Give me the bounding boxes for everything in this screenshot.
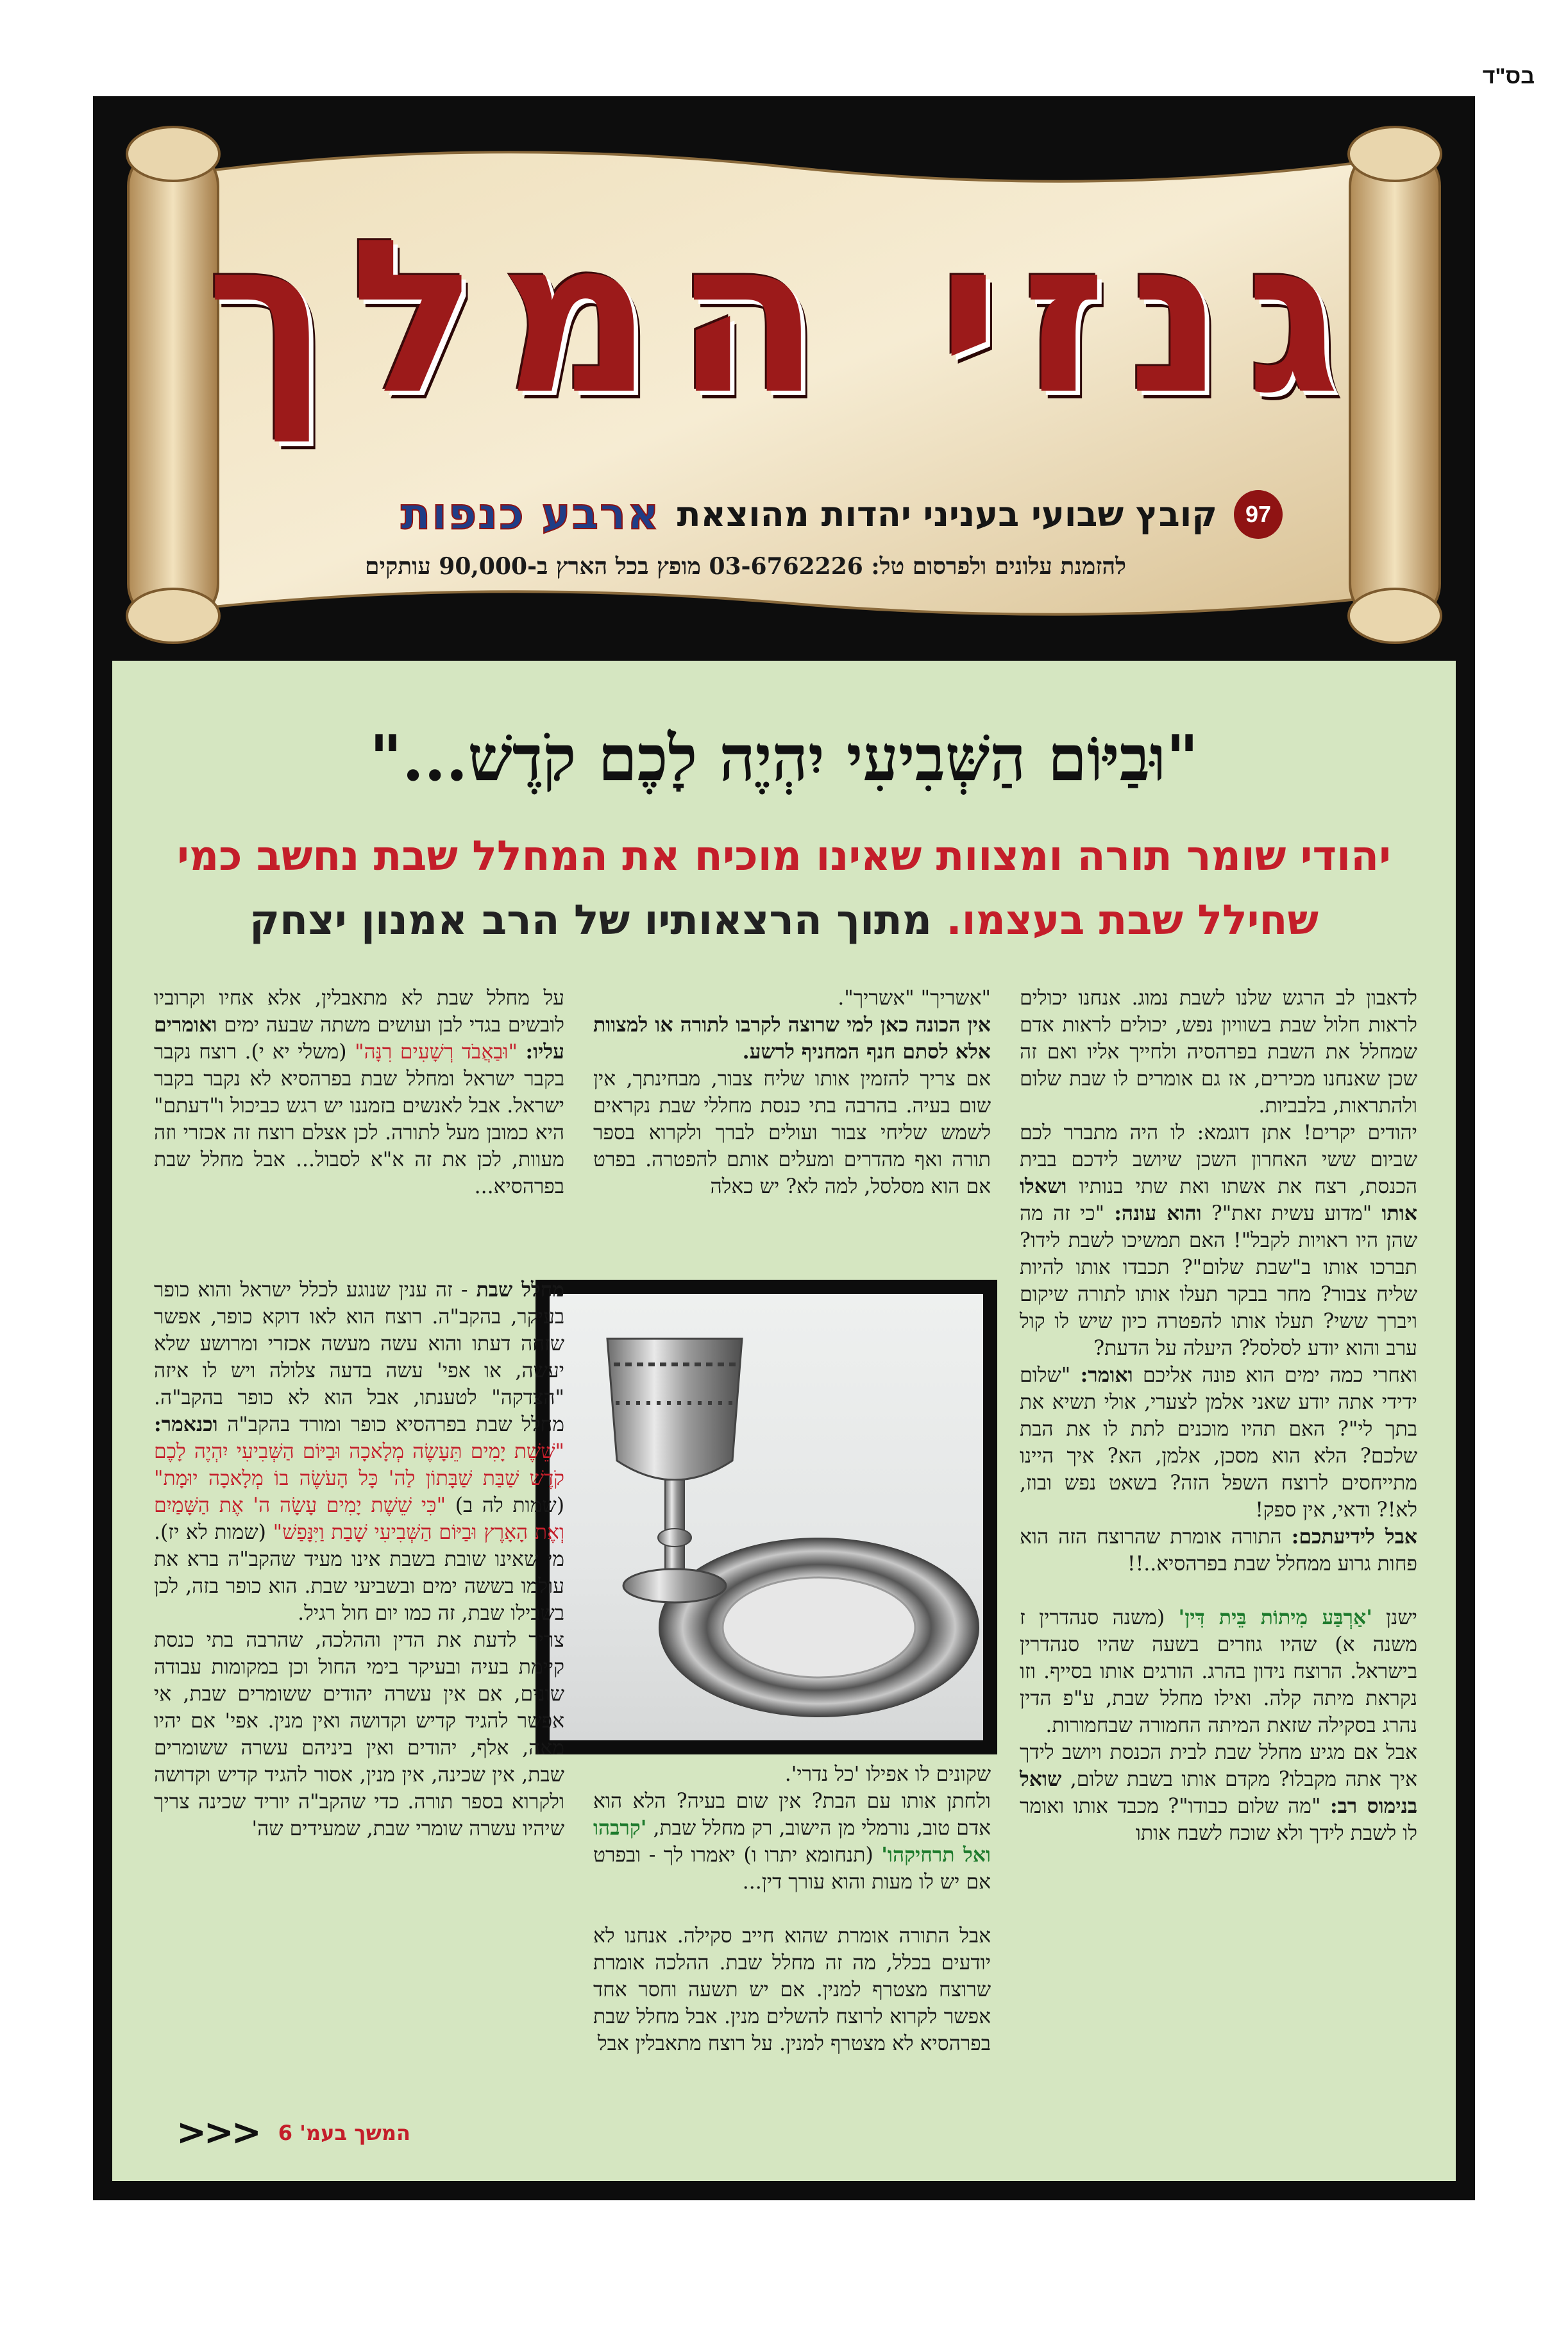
paragraph: "אשריך" "אשריך". — [838, 987, 991, 1010]
spacer — [1020, 1577, 1417, 1604]
paragraph — [1020, 1604, 1417, 1739]
text: - זה ענין שנוגע לכלל ישראל והוא כופר בעיקר, בהקב"ה. רוצח הוא לאו דוקא כופר, אפשר שזחה דעתו והוא עשה מעשה אכזרי ומרושע שלא יעשה, או אפי' עשה בדעה צלולה ויש לו איזה "הצדקה" לטענתו, אבל הוא לא כופר בהקב"ה. מחלל שבת בפרהסיא כופר ומורד בהקב"ה — [154, 1278, 564, 1436]
paragraph — [1020, 1524, 1417, 1577]
text: ישנן — [1386, 1606, 1417, 1629]
kiddush-cup-photo — [535, 1280, 997, 1754]
text: "שלום ידידי אתה יודע שאני אלמן לצערי, אולי תשיא את בתך לי"? האם תהיו מוכנים לתת לו את הבת שלכם? הלא הוא מסכן, אלמן, הא? איך היינו מתייחסים לרוצח השפל הזה? בשאט נפש ובוז, לא!? ודאי, אין ספק! — [1020, 1364, 1417, 1522]
paragraph — [593, 1012, 991, 1065]
text: (תנחומא יתרו ו) יאמרו לך - ובפרט אם יש לו מעות והוא עורך דין... — [593, 1844, 991, 1894]
bold-text: ואומרים עליו: — [154, 1013, 564, 1064]
text: ואחרי כמה ימים הוא פונה אליכם — [1143, 1364, 1417, 1387]
publisher-logo: ארבע כנפות — [400, 489, 661, 539]
article-panel — [93, 661, 1475, 2200]
column-middle-bottom — [593, 1761, 991, 2057]
bold-text: ושאלו אותו — [1020, 1175, 1417, 1225]
text: "כי זה מה שהן היו ראויות לקבל"! האם תמשיכו לשבת לידו? תברכו אותו ב"שבת שלום"? תכבדו אותו להיות שליח צבור? מחר בבקר תעלו אותו לתורה שיקום ויברך ששי? תעלו אותו להפטרה כיון שיש לו קול ערב והוא יודע לסלסל? היעלה על הדעת? — [1020, 1202, 1417, 1360]
verse-text: "כִּי שֵׁשֶׁת יָמִים עָשָׂה ה' אֶת הַשָּׁמַיִם וְאֶת הָאָרֶץ וּבַיּוֹם הַשְּׁבִיעִי שָׁבַת וַיִּנָּפַשׁ" — [154, 1494, 565, 1544]
highlight-text: 'קרבהו ואל תרחיקהו' — [593, 1816, 991, 1867]
paragraph: צריך לדעת את הדין וההלכה, שהרבה בתי כנסת קיימת בעיה ובעיקר בימי החול וכן במקומות עבודה שונים, אם אין עשרה יהודים ששומרים שבת, אי אפשר להגיד קדיש וקדושה ואין מנין. אפי' אם יהיו מאה, אלף, יהודים ואין ביניהם עשרה ששומרים שבת, אין שכינה, אין מנין, אסור להגיד קדיש וקדושה ולקרוא בספר תורה. כדי שהקב"ה יוריד שכינה צריך שיהיו עשרה שומרי שבת, שמעידים שה' — [154, 1629, 564, 1840]
bold-text: וכנאמר: — [154, 1413, 218, 1436]
text: אבל אם מגיע מחלל שבת לבית הכנסת ויושב לידך איך אתה מקבלו? מקדם אותו בשבת שלום, — [1020, 1741, 1417, 1791]
text: על מחלל שבת לא מתאבלין, אלא אחיו וקרוביו לובשים בגדי לבן ועושים משתה שבעה ימים — [154, 987, 565, 1037]
article-quote-title: "וּבַיּוֹם הַשְּׁבִיעִי יִהְיֶה לָכֶם קֹדֶשׁ..." — [369, 722, 1199, 795]
column-left-bottom — [154, 1277, 564, 1842]
triple-arrow-icon: <<< — [176, 2112, 259, 2153]
continued-label: המשך בעמ' 6 — [278, 2120, 410, 2145]
subtitle: קובץ שבועי בעניני יהדות מהוצאת — [677, 494, 1217, 534]
masthead — [93, 96, 1475, 661]
paragraph — [1020, 1119, 1417, 1362]
text: (משלי יא י). רוצח נקבר בקבר ישראל ומחלל שבת בפרהסיא לא נקבר בקבר ישראל. אבל לאנשים בזמננו יש רגש כביכול ו"דעתם" היא כמובן מעל לתורה. לכן אצלם רוצח זה אכזרי וזה מעוות, לכן את זה א"א לסבול... אבל מחלל שבת בפרהסיא... — [154, 1040, 564, 1198]
paragraph: שקונים לו אפילו 'כל נדרי'. — [784, 1763, 991, 1786]
bold-text: אבל לידיעתכם: — [1291, 1525, 1417, 1549]
text: (משנה סנהדרין ז משנה א) שהיו גוזרים בשעה שהיו סנהדרין בישראל. הרוצח נידון בהרג. הורגים אותו בסייף. וזו נקראת מיתה קלה. ואילו מחלל שבת, ע"פ הדין נהרג בסקילה שזאת המיתה החמורה שבחמורות. — [1020, 1606, 1417, 1737]
text: יהודים יקרים! אתן דוגמא: לו היה מתברר לכם שביום ששי האחרון השכן שיושב לידכם בבית הכנסת, רצח את אשתו ואת שתי בנותיו — [1020, 1121, 1417, 1198]
column-left-top — [154, 985, 564, 1200]
paragraph — [593, 1788, 991, 1896]
verse-text: "שֵׁשֶׁת יָמִים תֵּעָשֶׂה מְלָאכָה וּבַיּוֹם הַשְּׁבִיעִי יִהְיֶה לָכֶם קֹדֶשׁ שַׁבַּת שַׁבָּתוֹן לַה' כָּל הָעֹשֶׂה בוֹ מְלָאכָה יוּמָת" — [154, 1440, 564, 1490]
contact-line: להזמנת עלונים ולפרסום טל: 03-6762226 מופץ בכל הארץ ב-90,000 עותקים — [365, 553, 1126, 580]
issue-number-badge: 97 — [1234, 490, 1283, 539]
corner-label: בס"ד — [1482, 64, 1535, 89]
text: "מה שלום כבודו"? מכבד אותו ואומר לו לשבת לידך ולא שוכח לשבח אותו — [1020, 1795, 1417, 1845]
column-right — [1020, 985, 1417, 1847]
newsletter-title: גנזי המלך — [206, 194, 1362, 441]
verse-text: "וּבַאֲבֹד רְשָׁעִים רִנָּה" — [355, 1040, 518, 1064]
paragraph — [1020, 1362, 1417, 1524]
paragraph — [1020, 1739, 1417, 1847]
headline-red: יהודי שומר תורה ומצוות שאינו מוכיח את המחלל שבת נחשב כמי שחילל שבת בעצמו. — [177, 833, 1391, 944]
article-headline — [151, 824, 1417, 953]
text: "מדוע עשית זאת"? — [1211, 1202, 1372, 1225]
subtitle-row — [401, 489, 1283, 539]
text: התורה אומרת שהרוצח הזה הוא פחות גרוע ממחלל שבת בפרהסיא..!! — [1020, 1525, 1417, 1575]
continued-link[interactable] — [176, 2112, 410, 2153]
paragraph: לדאבון לב הרגש שלנו לשבת נמוג. אנחנו יכולים לראות חלול שבת בשוויון נפש, יכולים לראות אדם שמחלל את השבת בפרהסיה ולחייך אליו ואם זה שכן שאנחנו מכירים, אז גם אומרים לו שבת שלום ולהתראות, בלבביות. — [1020, 987, 1417, 1117]
bold-text: שואל בנימוס רב: — [1020, 1767, 1418, 1818]
bold-text: אין הכונה כאן למי שרוצה לקרבו לתורה או למצוות אלא לסתם חנף המחניף לרשע. — [593, 1013, 991, 1064]
text: (שמות לה ב) — [455, 1494, 564, 1517]
kiddush-cup-image — [550, 1294, 983, 1740]
highlight-text: 'אַרְבַּע מִיתוֹת בֵּית דִּין' — [1178, 1606, 1372, 1629]
text: ולחתן אותו עם הבת? אין שום בעיה? הלא הוא אדם טוב, נורמלי מן הישוב, רק מחלל שבת, — [593, 1790, 991, 1840]
spacer — [593, 1896, 991, 1923]
bold-text: מחלל שבת — [476, 1278, 564, 1302]
bold-text: ואומר: — [1080, 1363, 1133, 1387]
paragraph: אבל התורה אומרת שהוא חייב סקילה. אנחנו לא יודעים בכלל, מה זה מחלל שבת. ההלכה אומרת שרוצח מצטרף למנין. אם יש תשעה וחסר אחד אפשר לקרוא לרוצח להשלים מנין. אבל מחלל שבת בפרהסיא לא מצטרף למנין. על רוצח מתאבלין אבל — [593, 1924, 991, 2055]
paragraph: אם צריך להזמין אותו שליח צבור, מבחינתך, אין שום בעיה. בהרבה בתי כנסת מחללי שבת נקראים לשמש שליחי צבור ועולים לברך ולקרוא בספר תורה ואף מהדרים ומעלים אותם להפטרה. בפרט אם הוא מסלסל, למה לא? יש כאלה — [593, 1067, 991, 1198]
paragraph — [154, 985, 564, 1200]
bold-text: והוא עונה: — [1114, 1201, 1202, 1225]
text: (שמות לא יז). מי שאינו שובת בשבת אינו מעיד שהקב"ה ברא את עולמו בששה ימים ובשביעי שבת. הוא כופר בזה, לכן בשבילו שבת, זה כמו יום חול רגיל. — [154, 1521, 564, 1625]
paragraph — [154, 1277, 564, 1627]
column-middle-top — [593, 985, 991, 1200]
headline-byline: מתוך הרצאותיו של הרב אמנון יצחק — [249, 897, 932, 944]
